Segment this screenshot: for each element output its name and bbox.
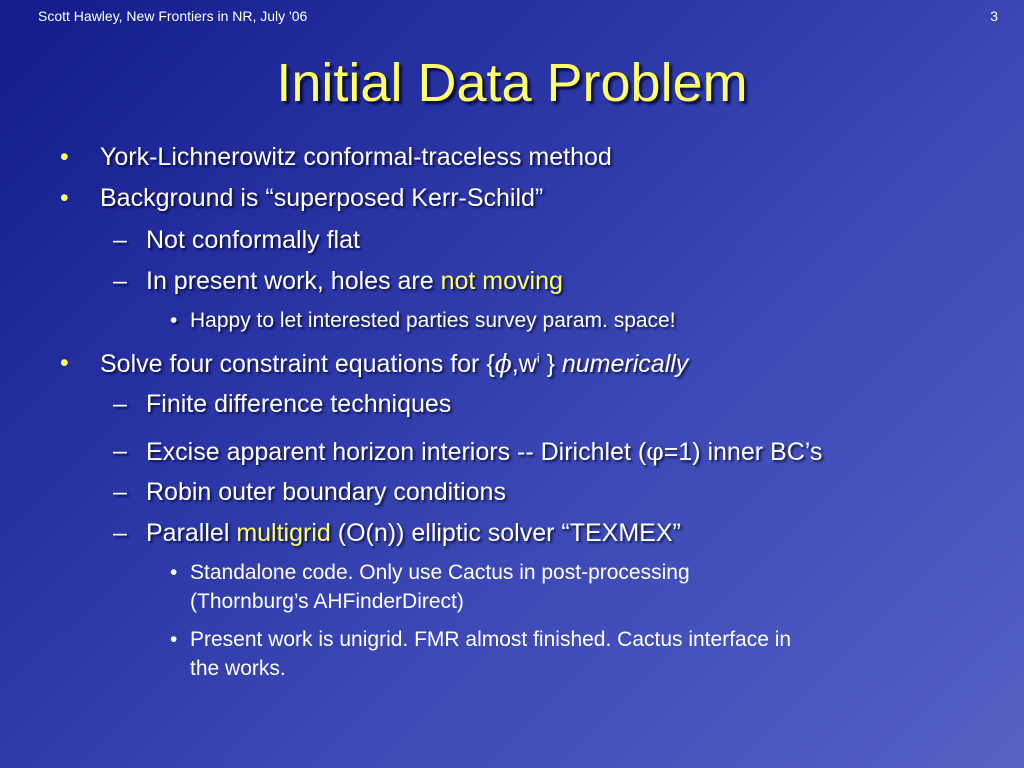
sub-bullet-marker: – [113,390,127,418]
sub-bullet-text-suffix: (O(n)) elliptic solver “TEXMEX” [330,519,681,547]
bullet-text: Solve four constraint equations for { [100,350,495,378]
sub-sub-bullet-item-continued: the works. [190,657,286,680]
sub-bullet-marker: – [113,519,127,547]
slide-title: Initial Data Problem [276,53,748,113]
sub-bullet-text: In present work, holes are [146,267,441,295]
sub-bullet-item [146,437,822,467]
sub-sub-bullet-marker: • [170,309,178,332]
sub-sub-bullet-item-continued: (Thornburg’s AHFinderDirect) [190,590,464,613]
sub-sub-bullet-item: Standalone code. Only use Cactus in post-processing [190,561,690,584]
sub-sub-bullet-item: Present work is unigrid. FMR almost finished. Cactus interface in [190,628,792,651]
sub-bullet-marker: – [113,226,127,254]
sub-bullet-item [146,267,563,296]
sub-bullet-item [146,519,681,548]
slide-page-number: 3 [990,8,998,24]
sub-bullet-text-suffix: =1) inner BC’s [663,438,823,466]
sub-sub-bullet-marker: • [170,561,178,584]
phi-symbol: φ [646,437,664,466]
bullet-marker: • [60,349,69,377]
sub-bullet-item: Not conformally flat [146,226,360,254]
superscript-i: i [536,350,540,366]
bullet-marker: • [60,143,69,171]
sub-bullet-marker: – [113,437,127,465]
bullet-item: Background is “superposed Kerr-Schild” [100,184,544,212]
bullet-text-close: } [539,350,562,378]
bullet-item: York-Lichnerowitz conformal-traceless method [100,143,612,171]
bullet-text-mid: ,w [511,350,537,378]
italic-text: numerically [561,350,689,378]
sub-bullet-text: Parallel [146,519,237,547]
sub-sub-bullet-marker: • [170,628,178,651]
phi-symbol: ϕ [494,349,512,378]
sub-bullet-item: Finite difference techniques [146,390,452,418]
bullet-item [100,349,688,379]
highlight-text: multigrid [236,519,331,547]
sub-bullet-item: Robin outer boundary conditions [146,478,506,506]
sub-bullet-marker: – [113,267,127,295]
sub-bullet-text: Excise apparent horizon interiors -- Dirichlet ( [146,438,647,466]
highlight-text: not moving [440,267,563,295]
sub-bullet-marker: – [113,478,127,506]
sub-sub-bullet-item: Happy to let interested parties survey param. space! [190,309,676,332]
bullet-marker: • [60,184,69,212]
slide-footer-text: Scott Hawley, New Frontiers in NR, July '06 [38,8,308,24]
